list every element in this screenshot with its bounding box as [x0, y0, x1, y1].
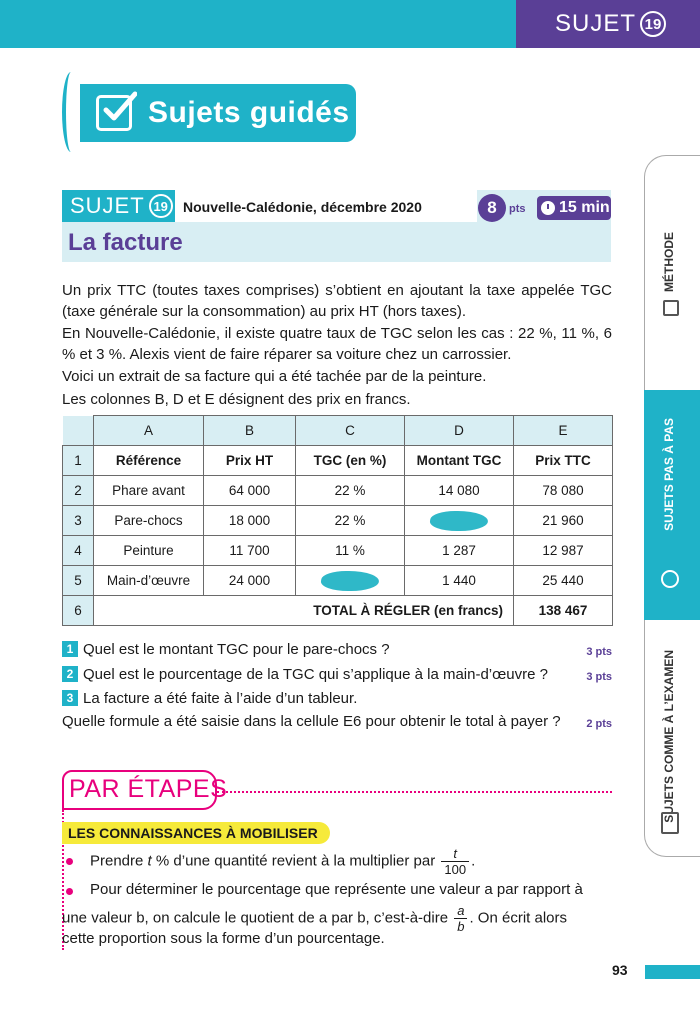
question-number: 1: [62, 641, 78, 657]
paragraph-1: Un prix TTC (toutes taxes comprises) s’obtient en ajoutant la taxe appelée TGC (taxe générale sur la consommation) au prix HT (hors taxes).: [62, 282, 612, 320]
cell: Pare-chocs: [94, 506, 204, 536]
col-letter: A: [94, 416, 204, 446]
question-2: [62, 665, 612, 685]
header-cell: Prix HT: [204, 446, 296, 476]
bullet-2-line-3: cette proportion sous la forme d’un pourcentage.: [62, 930, 385, 947]
paragraph-4: Les colonnes B, D et E désignent des prix en francs.: [62, 391, 411, 408]
row-number: 2: [63, 476, 94, 506]
row-number: 5: [63, 566, 94, 596]
fraction-denominator: 100: [444, 862, 467, 877]
cell: 14 080: [405, 476, 514, 506]
table-row: [63, 566, 613, 596]
bullet-text: Prendre: [90, 852, 148, 870]
sujet-label: [62, 190, 175, 222]
points-badge: 8: [478, 194, 506, 222]
bullet-1: [90, 846, 475, 877]
section-title: Sujets guidés: [148, 96, 350, 129]
col-letter: E: [514, 416, 613, 446]
bullet-text: % d’une quantité revient à la multiplier par: [151, 852, 440, 870]
side-tab-methode[interactable]: MÉTHODE: [662, 232, 676, 292]
question-number: 3: [62, 690, 78, 706]
fraction-a-over-b: [454, 903, 467, 934]
cell: 18 000: [204, 506, 296, 536]
row-number: 1: [63, 446, 94, 476]
bullet-dot: [66, 858, 73, 865]
tablet-icon: [661, 812, 679, 834]
top-bar: [0, 0, 516, 48]
row-number: 3: [63, 506, 94, 536]
calculator-icon: [663, 300, 679, 316]
question-1: [62, 640, 612, 660]
cell: Phare avant: [94, 476, 204, 506]
total-row: [63, 596, 613, 626]
header-cell: Montant TGC: [405, 446, 514, 476]
question-points: 2 pts: [586, 718, 612, 730]
row-number: 4: [63, 536, 94, 566]
col-letter: D: [405, 416, 514, 446]
cell: 22 %: [296, 506, 405, 536]
cell: Main-d’œuvre: [94, 566, 204, 596]
paragraph-2: En Nouvelle-Calédonie, il existe quatre taux de TGC selon les cas : 22 %, 11 %, 6 % et 3 %. Alexis vient de faire réparer sa voiture chez un carrossier.: [62, 325, 612, 363]
header-cell: Prix TTC: [514, 446, 613, 476]
cell: 11 700: [204, 536, 296, 566]
sujet-number-badge: 19: [640, 11, 666, 37]
knowledge-heading: LES CONNAISSANCES À MOBILISER: [62, 822, 330, 844]
cell: 1 440: [405, 566, 514, 596]
fraction-numerator: a: [454, 903, 467, 919]
sujet-source: Nouvelle-Calédonie, décembre 2020: [183, 199, 422, 215]
question-text: Quel est le pourcentage de la TGC qui s’applique à la main-d’œuvre ?: [83, 666, 548, 683]
cell: 64 000: [204, 476, 296, 506]
sujet-number-tab: [516, 0, 700, 48]
page-number-bar: [645, 965, 700, 979]
total-value: 138 467: [514, 596, 613, 626]
sujet-word: SUJET: [554, 10, 636, 37]
sujet-title: La facture: [68, 229, 183, 256]
variable-t: t: [147, 852, 152, 870]
sujet-label-word: SUJET: [70, 193, 145, 218]
bullet-2-line-1: Pour déterminer le pourcentage que représente une valeur a par rapport à: [90, 881, 583, 898]
cell: 25 440: [514, 566, 613, 596]
bullet-dot: [66, 888, 73, 895]
bullet-text: .: [471, 852, 476, 870]
cell: Peinture: [94, 536, 204, 566]
bullet-text: . On écrit alors: [469, 909, 567, 927]
cell: 1 287: [405, 536, 514, 566]
stopwatch-icon: [541, 201, 555, 215]
side-tab-sujets-pas-a-pas[interactable]: SUJETS PAS À PAS: [662, 418, 676, 531]
section-banner: [80, 84, 356, 142]
cell: 78 080: [514, 476, 613, 506]
cell: 22 %: [296, 476, 405, 506]
cell: 24 000: [204, 566, 296, 596]
question-3: [62, 689, 612, 709]
table-row: [63, 506, 613, 536]
page-number: 93: [612, 962, 628, 978]
side-tab-sujets-examen[interactable]: SUJETS COMME À L’EXAMEN: [662, 650, 676, 823]
fraction-denominator: b: [457, 919, 465, 934]
bullet-text: une valeur b, on calcule le quotient de a par b, c’est-à-dire: [62, 909, 453, 927]
points-unit: pts: [509, 203, 526, 215]
paragraph-3: Voici un extrait de sa facture qui a été tachée par de la peinture.: [62, 368, 487, 385]
cell: 21 960: [514, 506, 613, 536]
invoice-table: [62, 415, 613, 626]
duration-text: 15 min: [559, 199, 610, 216]
header-cell: TGC (en %): [296, 446, 405, 476]
col-letter: B: [204, 416, 296, 446]
corner-cell: [63, 416, 94, 446]
paint-stain: [319, 571, 381, 591]
paint-stain: [428, 511, 490, 531]
question-text: La facture a été faite à l’aide d’un tableur.: [83, 690, 358, 707]
col-letter: C: [296, 416, 405, 446]
par-etapes-title: PAR ÉTAPES: [69, 775, 228, 803]
question-points: 3 pts: [586, 671, 612, 683]
header-cell: Référence: [94, 446, 204, 476]
cell: 11 %: [296, 536, 405, 566]
checkbox-icon: [96, 95, 132, 131]
total-label: TOTAL À RÉGLER (en francs): [94, 596, 514, 626]
row-number: 6: [63, 596, 94, 626]
table-row: [63, 536, 613, 566]
paint-stain-cell: [405, 506, 514, 536]
cell: 12 987: [514, 536, 613, 566]
fraction-numerator: t: [441, 846, 469, 862]
question-points: 3 pts: [586, 646, 612, 658]
dotted-divider: [217, 791, 612, 793]
column-letter-row: [63, 416, 613, 446]
table-row: [63, 476, 613, 506]
arrow-circle-icon: [661, 570, 679, 588]
banner-sweep: [62, 72, 80, 152]
question-number: 2: [62, 666, 78, 682]
question-text: Quel est le montant TGC pour le pare-chocs ?: [83, 641, 390, 658]
duration-badge: [537, 196, 611, 220]
sujet-label-number: 19: [149, 194, 173, 218]
table-row: [63, 446, 613, 476]
paint-stain-cell: [296, 566, 405, 596]
question-3-line-2: [62, 712, 612, 732]
fraction-t-over-100: [441, 846, 469, 877]
question-text: Quelle formule a été saisie dans la cellule E6 pour obtenir le total à payer ?: [62, 713, 561, 730]
